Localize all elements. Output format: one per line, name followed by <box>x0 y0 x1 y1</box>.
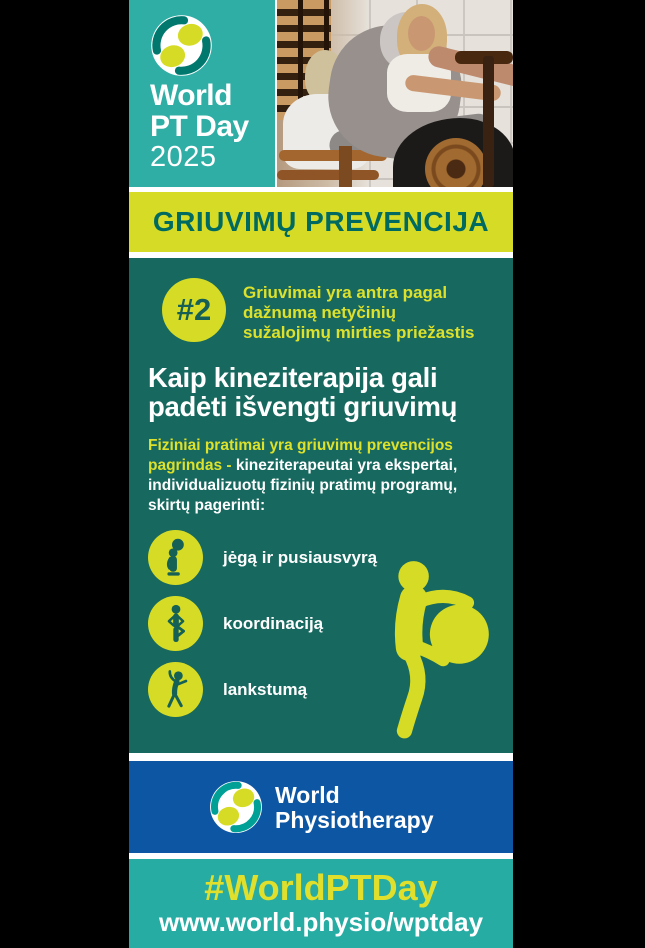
list-item <box>148 662 377 717</box>
world-pt-day-logo-block <box>129 0 275 187</box>
photo-wooden-post <box>339 146 352 187</box>
wordmark-line2: PT Day <box>150 110 249 143</box>
paragraph-line: skirtų pagerinti: <box>148 497 266 514</box>
heading-line: padėti išvengti griuvimų <box>148 391 458 422</box>
world-physiotherapy-wordmark <box>275 783 434 833</box>
header <box>129 0 513 187</box>
exercise-ball-figure-icon <box>381 556 495 744</box>
strength-balance-icon <box>148 530 203 585</box>
paragraph-text: kineziterapeutai yra ekspertai, <box>235 457 458 474</box>
list-item <box>148 530 377 585</box>
world-physiotherapy-logo-icon <box>209 780 263 834</box>
paragraph-line: individualizuotų fizinių pratimų programų, <box>148 477 458 494</box>
fact-text <box>243 283 475 343</box>
benefit-label: jėgą ir pusiausvyrą <box>223 547 378 567</box>
benefit-label: lankstumą <box>223 679 308 699</box>
photo-therapy-session <box>277 0 513 187</box>
benefits-list <box>148 530 377 728</box>
main-section <box>129 258 513 753</box>
intro-paragraph <box>148 436 510 516</box>
section-heading <box>148 363 457 421</box>
world-pt-day-wordmark <box>150 80 249 173</box>
paragraph-highlight: pagrindas - <box>148 457 232 474</box>
footer-band <box>129 859 513 948</box>
paragraph-line <box>148 436 510 456</box>
fact-row <box>162 278 475 343</box>
world-pt-day-logo-icon <box>150 14 213 77</box>
website-url: www.world.physio/wptday <box>158 907 484 937</box>
wordmark-year: 2025 <box>150 141 217 173</box>
wordmark-line1: World <box>150 79 232 112</box>
world-pt-day-poster <box>129 0 513 948</box>
coordination-icon <box>148 596 203 651</box>
brand-line1: World <box>275 782 340 808</box>
paragraph-highlight: Fiziniai pratimai yra griuvimų prevencijos <box>148 437 453 454</box>
fact-line: sužalojimų mirties priežastis <box>243 323 475 342</box>
heading-line: Kaip kineziterapija gali <box>148 362 438 393</box>
benefit-label: koordinaciją <box>223 613 324 633</box>
paragraph-line <box>148 456 510 476</box>
poster-title: GRIUVIMŲ PREVENCIJA <box>152 206 490 237</box>
title-band <box>129 192 513 252</box>
list-item <box>148 596 377 651</box>
photo-handle-pole <box>483 56 494 187</box>
fact-line: Griuvimai yra antra pagal <box>243 283 448 302</box>
flexibility-icon <box>148 662 203 717</box>
hashtag-text: #WorldPTDay <box>204 867 438 908</box>
photo-wooden-rung <box>277 170 379 180</box>
photo-therapist-face <box>408 16 435 51</box>
white-divider <box>129 753 513 761</box>
fact-line: dažnumą netyčinių <box>243 303 397 322</box>
number-2-badge: #2 <box>162 278 226 342</box>
brand-line2: Physiotherapy <box>275 807 434 833</box>
brand-band <box>129 761 513 853</box>
